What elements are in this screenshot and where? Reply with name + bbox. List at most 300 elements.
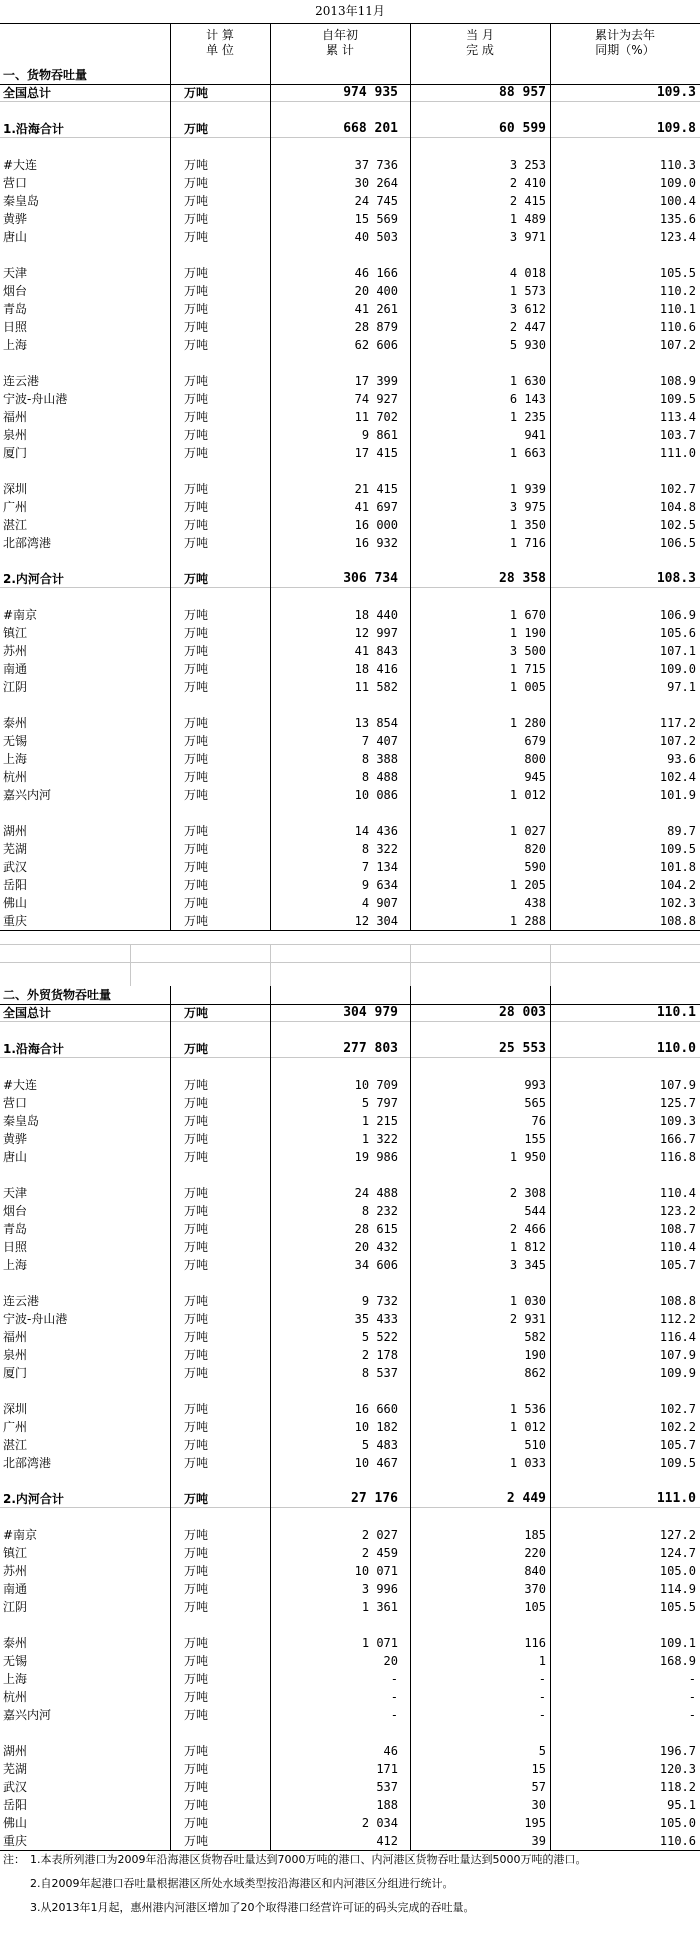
unit-cell: 万吨 (184, 788, 209, 802)
port-name: 佛山 (3, 1816, 28, 1830)
yoy-cell: 110.4 (659, 1186, 696, 1200)
month-cell: 2 308 (509, 1186, 546, 1200)
total-rule (0, 1021, 700, 1022)
yoy-cell: 105.5 (659, 1600, 696, 1614)
month-cell: 25 553 (499, 1041, 546, 1056)
yoy-cell: 108.3 (656, 571, 696, 586)
unit-cell: 万吨 (184, 1150, 209, 1164)
table-row (0, 408, 700, 426)
table-row (0, 372, 700, 390)
ytd-cell: 1 361 (361, 1600, 398, 1614)
port-name: 泉州 (3, 428, 28, 442)
port-name: 烟台 (3, 1204, 28, 1218)
month-cell: 1 280 (509, 716, 546, 730)
ytd-cell: - (390, 1690, 398, 1704)
table-row (0, 390, 700, 408)
ytd-cell: 20 400 (354, 284, 398, 298)
yoy-cell: 105.5 (659, 266, 696, 280)
ytd-cell: 10 086 (354, 788, 398, 802)
unit-cell: 万吨 (184, 716, 209, 730)
yoy-cell: 107.9 (659, 1348, 696, 1362)
unit-cell: 万吨 (184, 662, 209, 676)
table-row (0, 1040, 700, 1058)
yoy-cell: 105.6 (659, 626, 696, 640)
ytd-cell: 7 134 (361, 860, 398, 874)
ytd-cell: 41 261 (354, 302, 398, 316)
port-name: 上海 (3, 1672, 28, 1686)
table-row (0, 1310, 700, 1328)
ytd-cell: 171 (376, 1762, 398, 1776)
ytd-cell: 2 034 (361, 1816, 398, 1830)
month-cell: 28 358 (499, 571, 546, 586)
ytd-cell: 1 322 (361, 1132, 398, 1146)
table-row (0, 1814, 700, 1832)
port-name: 秦皇岛 (3, 194, 40, 208)
yoy-cell: 110.1 (656, 1005, 696, 1020)
port-name: 无锡 (3, 734, 28, 748)
ytd-cell: 2 178 (361, 1348, 398, 1362)
table-row (0, 156, 700, 174)
port-name: 泰州 (3, 1636, 28, 1650)
port-name: 镇江 (3, 1546, 28, 1560)
table-row (0, 84, 700, 102)
table-row (0, 1076, 700, 1094)
ytd-cell: 19 986 (354, 1150, 398, 1164)
month-cell: 1 288 (509, 914, 546, 928)
month-cell: 1 235 (509, 410, 546, 424)
port-name: #南京 (3, 1528, 38, 1542)
unit-cell: 万吨 (184, 1366, 209, 1380)
yoy-cell: 102.3 (659, 896, 696, 910)
ytd-cell: 35 433 (354, 1312, 398, 1326)
unit-cell: 万吨 (184, 284, 209, 298)
ytd-cell: 188 (376, 1798, 398, 1812)
ytd-cell: 41 843 (354, 644, 398, 658)
ytd-cell: 24 488 (354, 1186, 398, 1200)
table-row (0, 498, 700, 516)
table-row (0, 1148, 700, 1166)
ytd-cell: 18 440 (354, 608, 398, 622)
port-name: 重庆 (3, 914, 28, 928)
yoy-cell: 114.9 (659, 1582, 696, 1596)
total-rule (0, 137, 700, 138)
port-name: 岳阳 (3, 1798, 28, 1812)
yoy-cell: 116.8 (659, 1150, 696, 1164)
unit-cell: 万吨 (184, 320, 209, 334)
ytd-cell: 2 459 (361, 1546, 398, 1560)
port-name: 泉州 (3, 1348, 28, 1362)
unit-cell: 万吨 (184, 410, 209, 424)
yoy-cell: 105.0 (659, 1816, 696, 1830)
yoy-cell: - (688, 1690, 696, 1704)
ytd-cell: 8 388 (361, 752, 398, 766)
ytd-cell: 8 537 (361, 1366, 398, 1380)
unit-cell: 万吨 (184, 1078, 209, 1092)
month-cell: 862 (524, 1366, 546, 1380)
yoy-cell: 125.7 (659, 1096, 696, 1110)
port-name: 杭州 (3, 1690, 28, 1704)
port-name: 北部湾港 (3, 1456, 52, 1470)
month-cell: 105 (524, 1600, 546, 1614)
yoy-cell: 166.7 (659, 1132, 696, 1146)
port-name: 岳阳 (3, 878, 28, 892)
ytd-cell: 5 522 (361, 1330, 398, 1344)
yoy-cell: 109.0 (659, 176, 696, 190)
ytd-cell: 10 182 (354, 1420, 398, 1434)
month-cell: 800 (524, 752, 546, 766)
port-name: 湖州 (3, 1744, 28, 1758)
port-name: 广州 (3, 1420, 28, 1434)
ytd-cell: 1 215 (361, 1114, 398, 1128)
unit-cell: 万吨 (184, 1492, 209, 1506)
table-row (0, 1004, 700, 1022)
ytd-cell: 17 415 (354, 446, 398, 460)
ytd-cell: 12 304 (354, 914, 398, 928)
table-row (0, 642, 700, 660)
table-row (0, 1400, 700, 1418)
port-name: #大连 (3, 1078, 38, 1092)
yoy-cell: 108.8 (659, 1294, 696, 1308)
month-cell: 582 (524, 1330, 546, 1344)
yoy-cell: 124.7 (659, 1546, 696, 1560)
section-title: 一、货物吞吐量 (3, 68, 88, 82)
port-name: 上海 (3, 752, 28, 766)
section-bottom-rule (0, 930, 700, 931)
port-name: 镇江 (3, 626, 28, 640)
port-name: 福州 (3, 1330, 28, 1344)
yoy-cell: 123.2 (659, 1204, 696, 1218)
note-2: 2.自2009年起港口吞吐量根据港区所处水域类型按沿海港区和内河港区分组进行统计。 (30, 1877, 454, 1890)
port-name: 嘉兴内河 (3, 788, 52, 802)
port-name: 唐山 (3, 1150, 28, 1164)
table-row (0, 1706, 700, 1724)
table-row (0, 1580, 700, 1598)
port-name: 厦门 (3, 446, 28, 460)
port-name: 黄骅 (3, 212, 28, 226)
month-cell: 941 (524, 428, 546, 442)
yoy-cell: 110.1 (659, 302, 696, 316)
month-cell: 116 (524, 1636, 546, 1650)
unit-cell: 万吨 (184, 1708, 209, 1722)
ytd-cell: 2 027 (361, 1528, 398, 1542)
yoy-cell: 111.0 (656, 1491, 696, 1506)
month-cell: 4 018 (509, 266, 546, 280)
ytd-cell: 40 503 (354, 230, 398, 244)
ytd-cell: 28 879 (354, 320, 398, 334)
unit-cell: 万吨 (184, 1330, 209, 1344)
unit-cell: 万吨 (184, 392, 209, 406)
ytd-cell: 537 (376, 1780, 398, 1794)
month-cell: 5 (538, 1744, 546, 1758)
month-cell: 3 500 (509, 644, 546, 658)
grid-line (410, 944, 411, 986)
ytd-cell: 277 803 (343, 1041, 398, 1056)
yoy-cell: 112.2 (659, 1312, 696, 1326)
yoy-cell: 102.4 (659, 770, 696, 784)
port-name: 湛江 (3, 518, 28, 532)
unit-cell: 万吨 (184, 1528, 209, 1542)
yoy-cell: 108.8 (659, 914, 696, 928)
ytd-cell: 74 927 (354, 392, 398, 406)
ytd-cell: 41 697 (354, 500, 398, 514)
ytd-cell: 10 467 (354, 1456, 398, 1470)
month-cell: 2 410 (509, 176, 546, 190)
table-row (0, 120, 700, 138)
column-rule (410, 24, 411, 930)
table-row (0, 264, 700, 282)
month-cell: 1 012 (509, 1420, 546, 1434)
table-row (0, 444, 700, 462)
report-period-title: 2013年11月 (315, 4, 385, 18)
ytd-cell: 46 166 (354, 266, 398, 280)
ytd-cell: 5 483 (361, 1438, 398, 1452)
table-row (0, 1454, 700, 1472)
table-row (0, 1634, 700, 1652)
yoy-cell: - (688, 1672, 696, 1686)
yoy-cell: 109.5 (659, 842, 696, 856)
table-row (0, 1328, 700, 1346)
unit-cell: 万吨 (184, 374, 209, 388)
yoy-cell: 105.7 (659, 1438, 696, 1452)
yoy-cell: 123.4 (659, 230, 696, 244)
ytd-cell: 17 399 (354, 374, 398, 388)
month-cell: 2 449 (506, 1491, 546, 1506)
ytd-cell: 16 932 (354, 536, 398, 550)
port-name: 北部湾港 (3, 536, 52, 550)
yoy-cell: 95.1 (667, 1798, 696, 1812)
table-row (0, 1760, 700, 1778)
unit-cell: 万吨 (184, 446, 209, 460)
table-row (0, 1778, 700, 1796)
month-cell: 60 599 (499, 121, 546, 136)
table-row (0, 1238, 700, 1256)
table-row (0, 1436, 700, 1454)
port-name: 江阴 (3, 1600, 28, 1614)
month-cell: 1 205 (509, 878, 546, 892)
port-name: 黄骅 (3, 1132, 28, 1146)
ytd-cell: 10 071 (354, 1564, 398, 1578)
total-rule (0, 1507, 700, 1508)
month-cell: 3 971 (509, 230, 546, 244)
unit-cell: 万吨 (184, 1132, 209, 1146)
table-row (0, 1202, 700, 1220)
month-cell: 945 (524, 770, 546, 784)
unit-cell: 万吨 (184, 752, 209, 766)
table-row (0, 570, 700, 588)
yoy-cell: 116.4 (659, 1330, 696, 1344)
table-row (0, 912, 700, 930)
unit-cell: 万吨 (184, 1834, 209, 1848)
section-title: 二、外贸货物吞吐量 (3, 988, 112, 1002)
port-name: 营口 (3, 176, 28, 190)
month-cell: 15 (531, 1762, 546, 1776)
yoy-cell: 106.9 (659, 608, 696, 622)
table-row (0, 1220, 700, 1238)
month-cell: 1 030 (509, 1294, 546, 1308)
ytd-cell: 3 996 (361, 1582, 398, 1596)
month-cell: 88 957 (499, 85, 546, 100)
ytd-cell: 5 797 (361, 1096, 398, 1110)
yoy-cell: 101.8 (659, 860, 696, 874)
unit-cell: 万吨 (184, 1600, 209, 1614)
grid-line (130, 944, 131, 986)
port-name: 2.内河合计 (3, 572, 64, 586)
table-row (0, 1544, 700, 1562)
month-cell: 1 (538, 1654, 546, 1668)
ytd-cell: - (390, 1672, 398, 1686)
yoy-cell: 110.0 (656, 1041, 696, 1056)
ytd-cell: - (390, 1708, 398, 1722)
ytd-cell: 24 745 (354, 194, 398, 208)
yoy-cell: 107.9 (659, 1078, 696, 1092)
ytd-cell: 14 436 (354, 824, 398, 838)
port-name: 广州 (3, 500, 28, 514)
port-name: 江阴 (3, 680, 28, 694)
table-row (0, 822, 700, 840)
grid-line (0, 944, 700, 945)
port-name: 武汉 (3, 1780, 28, 1794)
port-name: 苏州 (3, 644, 28, 658)
port-name: 日照 (3, 320, 28, 334)
port-name: 全国总计 (3, 1006, 52, 1020)
yoy-cell: 107.2 (659, 734, 696, 748)
yoy-cell: 103.7 (659, 428, 696, 442)
month-cell: 3 345 (509, 1258, 546, 1272)
header-ytd: 自年初 累 计 (321, 28, 358, 57)
table-row (0, 1562, 700, 1580)
total-rule (0, 1057, 700, 1058)
ytd-cell: 974 935 (343, 85, 398, 100)
yoy-cell: 102.2 (659, 1420, 696, 1434)
month-cell: 993 (524, 1078, 546, 1092)
month-cell: 1 663 (509, 446, 546, 460)
yoy-cell: 110.6 (659, 1834, 696, 1848)
port-name: 连云港 (3, 374, 40, 388)
port-name: 秦皇岛 (3, 1114, 40, 1128)
month-cell: 565 (524, 1096, 546, 1110)
unit-cell: 万吨 (184, 518, 209, 532)
month-cell: 2 931 (509, 1312, 546, 1326)
port-name: 上海 (3, 1258, 28, 1272)
yoy-cell: 89.7 (667, 824, 696, 838)
ytd-cell: 13 854 (354, 716, 398, 730)
unit-cell: 万吨 (184, 1546, 209, 1560)
unit-cell: 万吨 (184, 1186, 209, 1200)
unit-cell: 万吨 (184, 644, 209, 658)
yoy-cell: 104.2 (659, 878, 696, 892)
table-row (0, 426, 700, 444)
port-name: 宁波-舟山港 (3, 1312, 68, 1326)
table-row (0, 624, 700, 642)
column-rule (270, 986, 271, 1850)
month-cell: 39 (531, 1834, 546, 1848)
table-row (0, 1832, 700, 1850)
column-rule (410, 986, 411, 1850)
port-name: 南通 (3, 1582, 28, 1596)
port-name: 芜湖 (3, 1762, 28, 1776)
port-name: 厦门 (3, 1366, 28, 1380)
yoy-cell: 109.3 (656, 85, 696, 100)
unit-cell: 万吨 (184, 1006, 209, 1020)
unit-cell: 万吨 (184, 1762, 209, 1776)
table-row (0, 1796, 700, 1814)
month-cell: 1 715 (509, 662, 546, 676)
month-cell: 1 536 (509, 1402, 546, 1416)
unit-cell: 万吨 (184, 1780, 209, 1794)
yoy-cell: 105.0 (659, 1564, 696, 1578)
total-rule (0, 101, 700, 102)
month-cell: 190 (524, 1348, 546, 1362)
port-name: 苏州 (3, 1564, 28, 1578)
month-cell: 1 005 (509, 680, 546, 694)
month-cell: 30 (531, 1798, 546, 1812)
yoy-cell: 135.6 (659, 212, 696, 226)
unit-cell: 万吨 (184, 1420, 209, 1434)
yoy-cell: 109.5 (659, 1456, 696, 1470)
table-row (0, 1418, 700, 1436)
yoy-cell: 102.7 (659, 1402, 696, 1416)
unit-cell: 万吨 (184, 1816, 209, 1830)
ytd-cell: 8 232 (361, 1204, 398, 1218)
header-yoy: 累计为去年 同期（%） (594, 28, 655, 57)
table-row (0, 750, 700, 768)
table-row (0, 1292, 700, 1310)
notes-label: 注： (3, 1853, 25, 1866)
yoy-cell: 106.5 (659, 536, 696, 550)
month-cell: 185 (524, 1528, 546, 1542)
unit-cell: 万吨 (184, 500, 209, 514)
month-cell: 820 (524, 842, 546, 856)
yoy-cell: 109.8 (656, 121, 696, 136)
port-name: 日照 (3, 1240, 28, 1254)
column-rule (170, 24, 171, 930)
port-name: 重庆 (3, 1834, 28, 1848)
month-cell: 590 (524, 860, 546, 874)
ytd-cell: 9 861 (361, 428, 398, 442)
ytd-cell: 18 416 (354, 662, 398, 676)
month-cell: 679 (524, 734, 546, 748)
port-name: #南京 (3, 608, 38, 622)
month-cell: 840 (524, 1564, 546, 1578)
table-row (0, 732, 700, 750)
unit-cell: 万吨 (184, 1294, 209, 1308)
ytd-cell: 668 201 (343, 121, 398, 136)
ytd-cell: 12 997 (354, 626, 398, 640)
unit-cell: 万吨 (184, 1438, 209, 1452)
month-cell: 2 447 (509, 320, 546, 334)
unit-cell: 万吨 (184, 734, 209, 748)
month-cell: 220 (524, 1546, 546, 1560)
table-row (0, 858, 700, 876)
port-name: 1.沿海合计 (3, 122, 64, 136)
table-row (0, 174, 700, 192)
month-cell: - (538, 1708, 546, 1722)
month-cell: 3 975 (509, 500, 546, 514)
yoy-cell: 109.3 (659, 1114, 696, 1128)
ytd-cell: 11 582 (354, 680, 398, 694)
table-row (0, 192, 700, 210)
month-cell: 155 (524, 1132, 546, 1146)
port-name: 青岛 (3, 302, 28, 316)
ytd-cell: 20 432 (354, 1240, 398, 1254)
grid-line (550, 944, 551, 986)
port-name: 上海 (3, 338, 28, 352)
table-header (0, 24, 700, 66)
yoy-cell: 105.7 (659, 1258, 696, 1272)
unit-cell: 万吨 (184, 536, 209, 550)
yoy-cell: 93.6 (667, 752, 696, 766)
month-cell: 28 003 (499, 1005, 546, 1020)
